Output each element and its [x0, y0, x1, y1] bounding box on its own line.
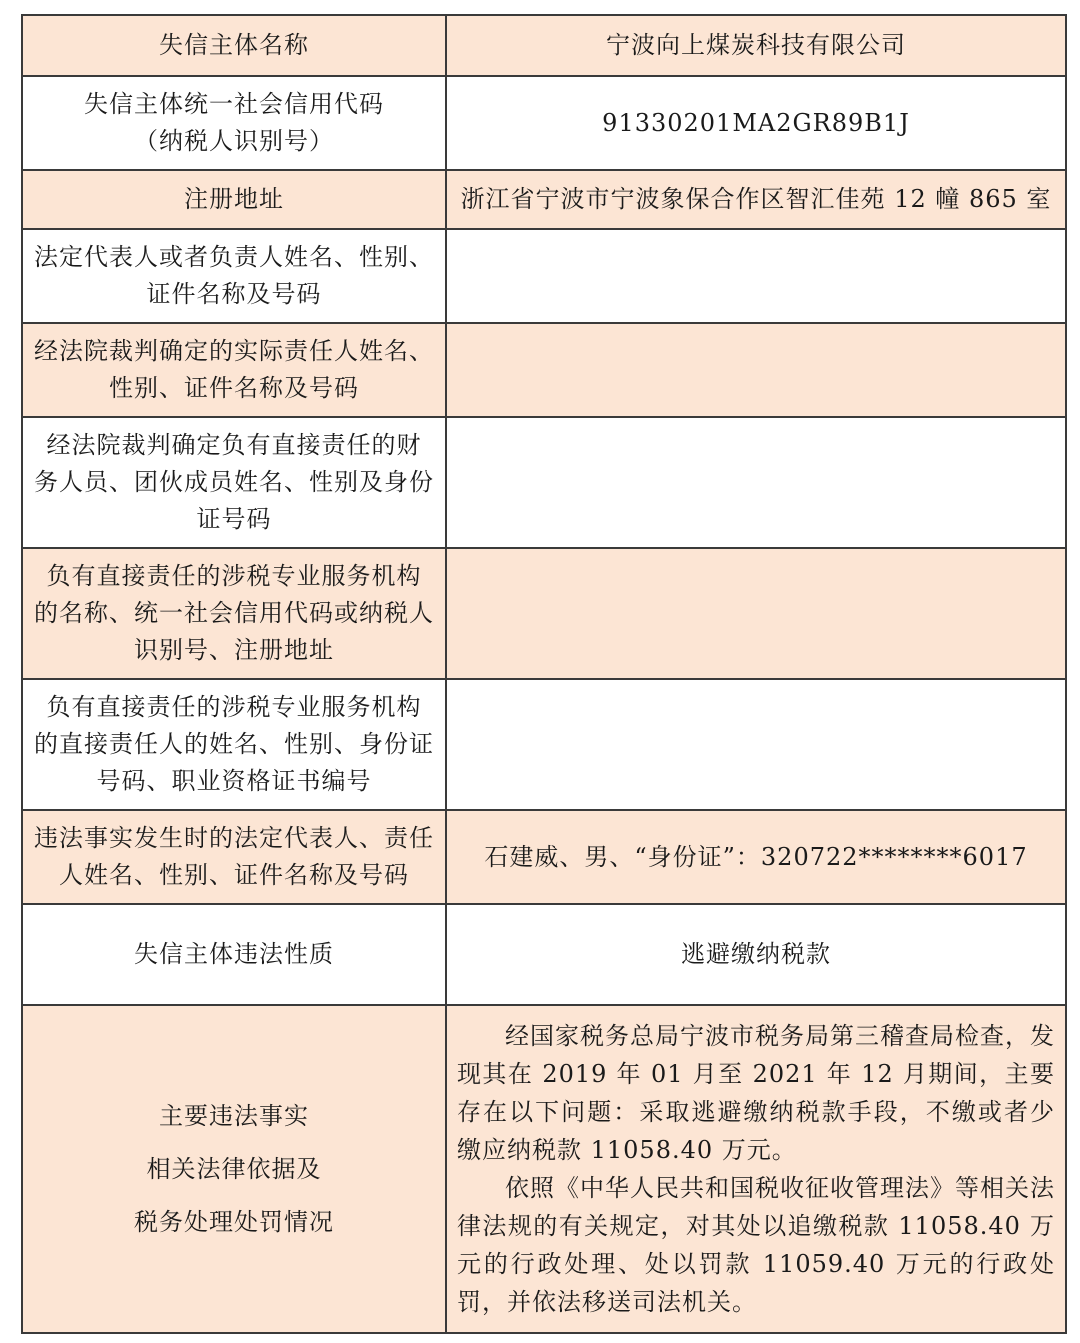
penalty-paragraph: 依照《中华人民共和国税收征收管理法》等相关法律法规的有关规定，对其处以追缴税款 11058.40 万元的行政处理、处以罚款 11059.40 万元的行政处罚，并依法移送司法机关。 — [457, 1174, 1055, 1316]
row-label: 失信主体统一社会信用代码 （纳税人识别号） — [22, 76, 446, 170]
financial-staff-value — [446, 417, 1066, 548]
violation-facts-paragraph: 经国家税务总局宁波市税务局第三稽查局检查，发现其在 2019 年 01 月至 2021 年 12 月期间，主要存在以下问题：采取逃避缴纳税款手段，不缴或者少缴应纳税款 11058.40 万元。 — [457, 1022, 1055, 1164]
facts-label: 主要违法事实 相关法律依据及 税务处理处罚情况 — [22, 1005, 446, 1333]
table-row — [22, 679, 1066, 810]
row-label: 失信主体名称 — [22, 15, 446, 76]
violation-nature-value: 逃避缴纳税款 — [446, 904, 1066, 1005]
entity-name-value: 宁波向上煤炭科技有限公司 — [446, 15, 1066, 76]
table-row — [22, 76, 1066, 170]
service-agency-value — [446, 548, 1066, 679]
table-row — [22, 323, 1066, 417]
row-label: 经法院裁判确定的实际责任人姓名、 性别、证件名称及号码 — [22, 323, 446, 417]
table-row — [22, 417, 1066, 548]
blacklist-table — [21, 14, 1067, 1334]
table-row — [22, 810, 1066, 904]
representative-at-violation-value: 石建威、男、“身份证”：320722********6017 — [446, 810, 1066, 904]
table-row — [22, 548, 1066, 679]
agency-responsible-person-value — [446, 679, 1066, 810]
row-label: 注册地址 — [22, 170, 446, 229]
row-label: 经法院裁判确定负有直接责任的财 务人员、团伙成员姓名、性别及身份 证号码 — [22, 417, 446, 548]
actual-responsible-person-value — [446, 323, 1066, 417]
table-row — [22, 904, 1066, 1005]
table-row — [22, 1005, 1066, 1333]
row-label: 失信主体违法性质 — [22, 904, 446, 1005]
registered-address-value: 浙江省宁波市宁波象保合作区智汇佳苑 12 幢 865 室 — [446, 170, 1066, 229]
row-label: 法定代表人或者负责人姓名、性别、 证件名称及号码 — [22, 229, 446, 323]
row-label: 负有直接责任的涉税专业服务机构 的直接责任人的姓名、性别、身份证 号码、职业资格证书编号 — [22, 679, 446, 810]
row-label: 负有直接责任的涉税专业服务机构 的名称、统一社会信用代码或纳税人 识别号、注册地址 — [22, 548, 446, 679]
facts-value — [446, 1005, 1066, 1333]
table-row — [22, 229, 1066, 323]
credit-code-value: 91330201MA2GR89B1J — [446, 76, 1066, 170]
table-row — [22, 15, 1066, 76]
legal-representative-value — [446, 229, 1066, 323]
row-label: 违法事实发生时的法定代表人、责任 人姓名、性别、证件名称及号码 — [22, 810, 446, 904]
table-row — [22, 170, 1066, 229]
